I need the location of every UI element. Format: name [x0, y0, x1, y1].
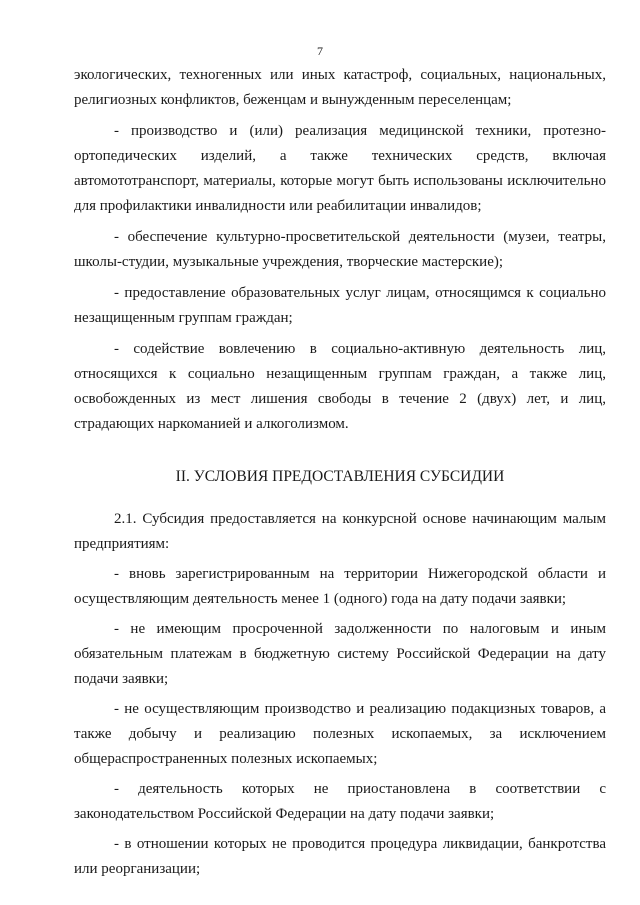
paragraph-not-suspended: - деятельность которых не приостановлена в соответствии с законодательством Российской Федерации на дату подачи заявки;: [74, 781, 606, 822]
document-body: [74, 63, 606, 887]
paragraph-social-involvement: - содействие вовлечению в социально-активную деятельность лиц, относящихся к социально незащищенным группам граждан, а также лиц, освобожденных из мест лишения свободы в течение 2 (двух) лет, и лиц, страдающих наркоманией и алкоголизмом.: [74, 341, 606, 432]
paragraph-no-liquidation: - в отношении которых не проводится процедура ликвидации, банкротства или реорганизации;: [74, 836, 606, 877]
paragraph-no-tax-debt: - не имеющим просроченной задолженности по налоговым и иным обязательным платежам в бюджетную систему Российской Федерации на дату подачи заявки;: [74, 621, 606, 687]
page-number: 7: [317, 44, 323, 58]
section-title: II. УСЛОВИЯ ПРЕДОСТАВЛЕНИЯ СУБСИДИИ: [175, 468, 505, 485]
paragraph-cultural-activity: - обеспечение культурно-просветительской деятельности (музеи, театры, школы-студии, музыкальные учреждения, творческие мастерские);: [74, 229, 606, 270]
paragraph-newly-registered: - вновь зарегистрированным на территории Нижегородской области и осуществляющим деятельность менее 1 (одного) года на дату подачи заявки;: [74, 566, 606, 607]
paragraph-medical-equipment: - производство и (или) реализация медицинской техники, протезно-ортопедических изделий, а также технических средств, включая автомототранспорт, материалы, которые могут быть использованы исключительно для профилактики инвалидности или реабилитации инвалидов;: [74, 123, 606, 214]
paragraph-educational-services: - предоставление образовательных услуг лицам, относящимся к социально незащищенным группам граждан;: [74, 285, 606, 326]
paragraph-2-1-intro: 2.1. Субсидия предоставляется на конкурсной основе начинающим малым предприятиям:: [74, 511, 606, 552]
paragraph-no-excise-goods: - не осуществляющим производство и реализацию подакцизных товаров, а также добычу и реализацию полезных ископаемых, за исключением общераспространенных полезных ископаемых;: [74, 701, 606, 767]
paragraph-continuation: экологических, техногенных или иных катастроф, социальных, национальных, религиозных конфликтов, беженцам и вынужденным переселенцам;: [74, 67, 606, 108]
